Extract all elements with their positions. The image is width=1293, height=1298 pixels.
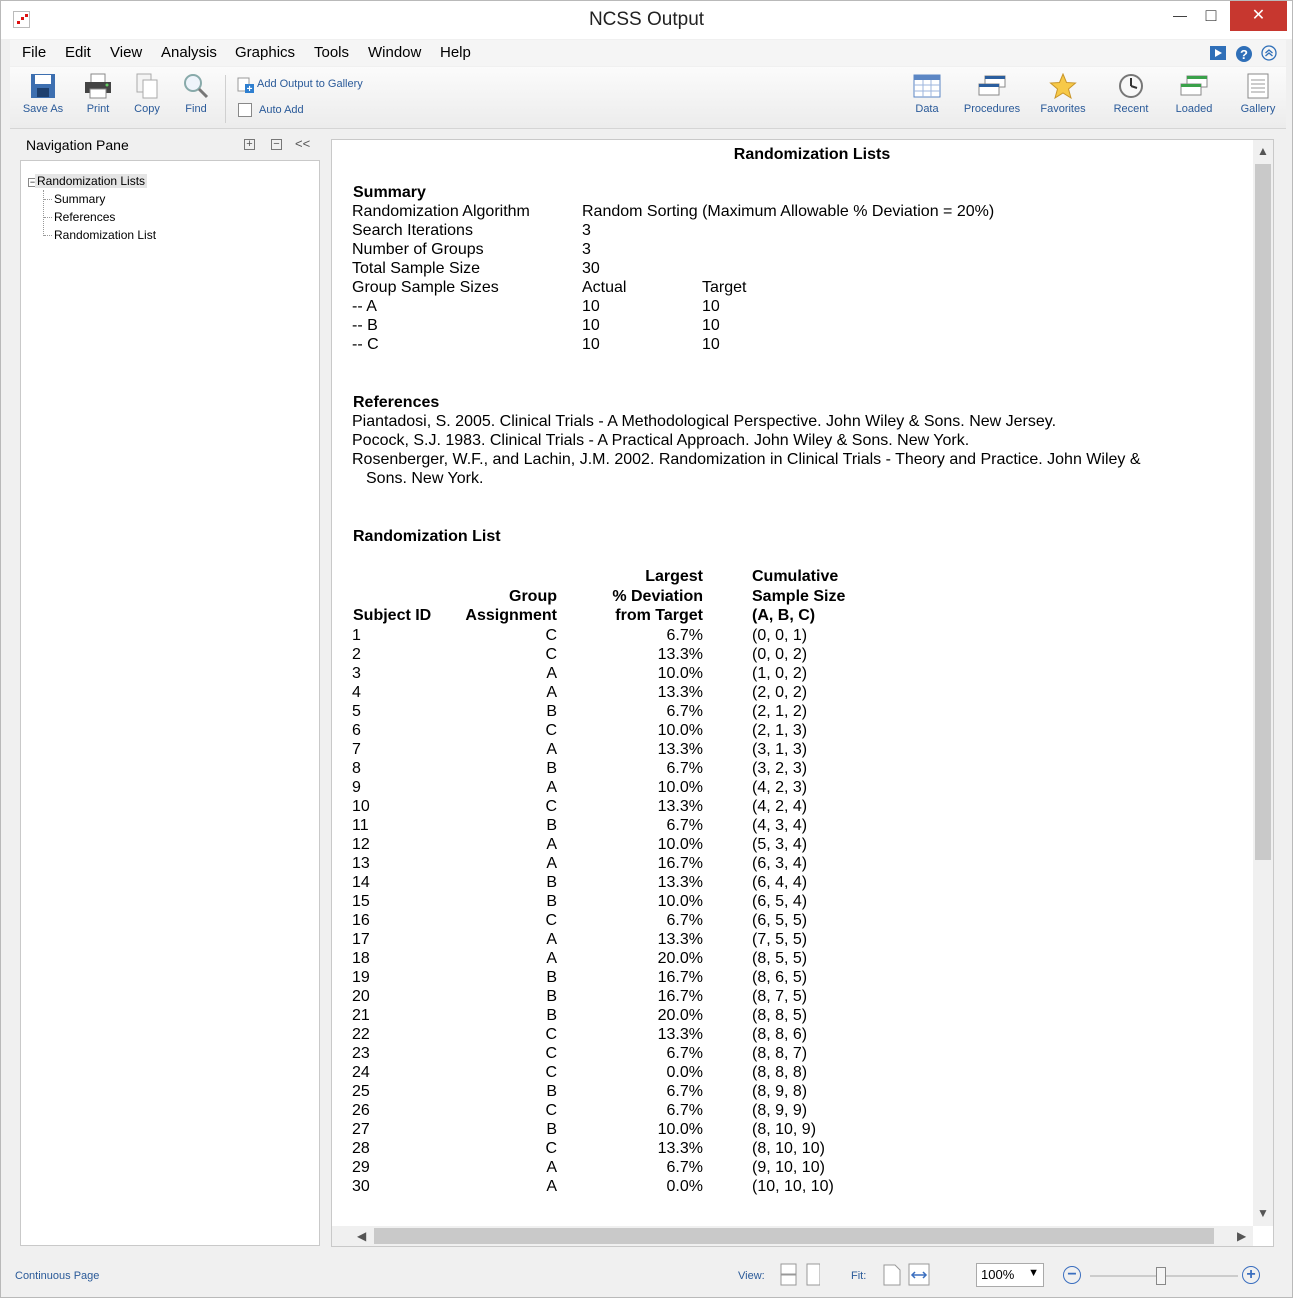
scroll-right-icon[interactable]: ▶ bbox=[1237, 1229, 1247, 1243]
table-header-cum: Sample Size bbox=[752, 587, 846, 605]
cumulative-cell: (8, 10, 9) bbox=[752, 1120, 817, 1138]
subject-id-cell: 3 bbox=[352, 664, 361, 682]
data-label: Data bbox=[915, 103, 939, 115]
cumulative-cell: (4, 2, 4) bbox=[752, 797, 808, 815]
cumulative-cell: (8, 5, 5) bbox=[752, 949, 808, 967]
group-actual: 10 bbox=[582, 298, 600, 315]
group-cell: A bbox=[546, 930, 557, 948]
subject-id-cell: 1 bbox=[352, 626, 361, 644]
subject-id-cell: 11 bbox=[352, 816, 369, 834]
reference-line: Piantadosi, S. 2005. Clinical Trials - A Methodological Perspective. John Wiley & Sons. New Jersey. bbox=[352, 413, 1057, 430]
menu-view[interactable]: View bbox=[110, 44, 143, 61]
subject-id-cell: 28 bbox=[352, 1139, 370, 1157]
favorites-label: Favorites bbox=[1040, 103, 1086, 115]
subject-id-cell: 2 bbox=[352, 645, 361, 663]
group-cell: B bbox=[546, 1120, 557, 1138]
deviation-cell: 6.7% bbox=[666, 626, 703, 644]
deviation-cell: 13.3% bbox=[657, 645, 703, 663]
subject-id-cell: 26 bbox=[352, 1101, 370, 1119]
subject-id-cell: 9 bbox=[352, 778, 361, 796]
fit-page-icons[interactable] bbox=[882, 1263, 932, 1287]
deviation-cell: 13.3% bbox=[657, 797, 703, 815]
group-target: 10 bbox=[702, 317, 720, 334]
group-cell: C bbox=[545, 1101, 557, 1119]
tree-connector bbox=[44, 199, 52, 200]
group-cell: B bbox=[546, 968, 557, 986]
cumulative-cell: (6, 5, 4) bbox=[752, 892, 808, 910]
copy-icon bbox=[135, 73, 159, 99]
subject-id-cell: 24 bbox=[352, 1063, 370, 1081]
summary-label: Randomization Algorithm bbox=[352, 203, 530, 220]
deviation-cell: 10.0% bbox=[657, 778, 703, 796]
subject-id-cell: 18 bbox=[352, 949, 370, 967]
cumulative-cell: (4, 2, 3) bbox=[752, 778, 808, 796]
deviation-cell: 13.3% bbox=[657, 683, 703, 701]
collapse-ribbon-icon[interactable] bbox=[1261, 45, 1277, 61]
menu-bar bbox=[10, 40, 1286, 66]
subject-id-cell: 7 bbox=[352, 740, 361, 758]
summary-value: Random Sorting (Maximum Allowable % Deviation = 20%) bbox=[582, 203, 995, 220]
gallery-icon bbox=[1246, 73, 1270, 99]
vertical-scroll-thumb[interactable] bbox=[1255, 164, 1271, 860]
subject-id-cell: 19 bbox=[352, 968, 370, 986]
cumulative-cell: (8, 8, 6) bbox=[752, 1025, 808, 1043]
group-cell: C bbox=[545, 1025, 557, 1043]
deviation-cell: 20.0% bbox=[657, 949, 703, 967]
table-header-dev: Largest bbox=[645, 568, 703, 585]
subject-id-cell: 30 bbox=[352, 1177, 370, 1195]
recent-button[interactable] bbox=[1106, 73, 1156, 115]
deviation-cell: 13.3% bbox=[657, 1025, 703, 1043]
find-label: Find bbox=[185, 103, 207, 115]
menu-window[interactable]: Window bbox=[368, 44, 422, 61]
group-label: -- B bbox=[352, 317, 378, 334]
subject-id-cell: 17 bbox=[352, 930, 370, 948]
group-cell: A bbox=[546, 683, 557, 701]
view-mode-icons[interactable] bbox=[780, 1263, 820, 1287]
cumulative-cell: (1, 0, 2) bbox=[752, 664, 808, 682]
deviation-cell: 6.7% bbox=[666, 816, 703, 834]
cumulative-cell: (8, 9, 9) bbox=[752, 1101, 808, 1119]
subject-id-cell: 15 bbox=[352, 892, 370, 910]
group-cell: A bbox=[546, 740, 557, 758]
group-cell: A bbox=[546, 664, 557, 682]
vertical-scrollbar[interactable] bbox=[1253, 140, 1273, 1226]
table-header-cum: (A, B, C) bbox=[752, 607, 816, 624]
deviation-cell: 20.0% bbox=[657, 1006, 703, 1024]
title-bar bbox=[1, 1, 1292, 39]
menu-edit[interactable]: Edit bbox=[65, 44, 91, 61]
zoom-select[interactable] bbox=[976, 1263, 1044, 1287]
printer-icon bbox=[84, 73, 112, 99]
deviation-cell: 6.7% bbox=[666, 1044, 703, 1062]
copy-button[interactable] bbox=[127, 73, 167, 115]
summary-label: Total Sample Size bbox=[352, 260, 481, 277]
maximize-icon: □ bbox=[1205, 5, 1217, 25]
subject-id-cell: 29 bbox=[352, 1158, 370, 1176]
tree-item-randomization-lists[interactable]: Randomization Lists bbox=[37, 174, 146, 188]
menu-analysis[interactable]: Analysis bbox=[161, 44, 217, 61]
chevron-down-icon: ▼ bbox=[1028, 1267, 1039, 1279]
subject-id-cell: 5 bbox=[352, 702, 361, 720]
cumulative-cell: (3, 1, 3) bbox=[752, 740, 808, 758]
maximize-button[interactable] bbox=[1196, 1, 1226, 31]
subject-id-cell: 27 bbox=[352, 1120, 370, 1138]
star-icon bbox=[1049, 73, 1077, 99]
zoom-in-button[interactable]: + bbox=[1242, 1266, 1260, 1284]
group-cell: B bbox=[546, 1082, 557, 1100]
cumulative-cell: (10, 10, 10) bbox=[752, 1177, 834, 1195]
loaded-windows-icon bbox=[1180, 73, 1208, 99]
view-label: View: bbox=[738, 1270, 765, 1282]
print-button[interactable] bbox=[78, 73, 118, 115]
deviation-cell: 0.0% bbox=[666, 1063, 703, 1081]
group-cell: C bbox=[545, 1044, 557, 1062]
toolbar-separator bbox=[225, 75, 226, 123]
deviation-cell: 6.7% bbox=[666, 1101, 703, 1119]
navigation-pane bbox=[10, 129, 322, 1249]
summary-heading: Summary bbox=[353, 184, 426, 201]
table-header-dev: % Deviation bbox=[612, 587, 703, 605]
group-cell: C bbox=[545, 645, 557, 663]
scroll-left-icon[interactable]: ◀ bbox=[357, 1229, 367, 1243]
deviation-cell: 6.7% bbox=[666, 911, 703, 929]
loaded-button[interactable] bbox=[1170, 73, 1218, 115]
references-heading: References bbox=[353, 394, 440, 411]
group-sizes-label: Group Sample Sizes bbox=[352, 279, 499, 296]
summary-value: 30 bbox=[582, 260, 600, 277]
tree-connector bbox=[43, 190, 44, 236]
summary-label: Number of Groups bbox=[352, 241, 484, 258]
subject-id-cell: 22 bbox=[352, 1025, 370, 1043]
save-as-button[interactable] bbox=[20, 73, 66, 115]
reference-line: Sons. New York. bbox=[366, 470, 484, 487]
cumulative-cell: (8, 8, 8) bbox=[752, 1063, 808, 1081]
loaded-label: Loaded bbox=[1175, 103, 1213, 115]
gallery-button[interactable] bbox=[1236, 73, 1280, 115]
subject-id-cell: 12 bbox=[352, 835, 370, 853]
reference-line: Rosenberger, W.F., and Lachin, J.M. 2002. Randomization in Clinical Trials - Theory and Practice. John Wiley & bbox=[352, 451, 1141, 468]
report-document bbox=[332, 140, 1253, 1226]
deviation-cell: 10.0% bbox=[657, 721, 703, 739]
group-target: 10 bbox=[702, 298, 720, 315]
tree-connector bbox=[44, 235, 52, 236]
group-cell: A bbox=[546, 835, 557, 853]
cumulative-cell: (6, 3, 4) bbox=[752, 854, 808, 872]
deviation-cell: 10.0% bbox=[657, 835, 703, 853]
subject-id-cell: 21 bbox=[352, 1006, 370, 1024]
group-cell: B bbox=[546, 816, 557, 834]
cumulative-cell: (6, 5, 5) bbox=[752, 911, 808, 929]
cumulative-cell: (8, 6, 5) bbox=[752, 968, 808, 986]
minimize-button[interactable] bbox=[1165, 1, 1195, 31]
deviation-cell: 13.3% bbox=[657, 740, 703, 758]
subject-id-cell: 20 bbox=[352, 987, 370, 1005]
group-cell: C bbox=[545, 1139, 557, 1157]
table-header-cum: Cumulative bbox=[752, 568, 839, 585]
menu-tools[interactable]: Tools bbox=[314, 44, 350, 61]
view-mode-text: Continuous Page bbox=[15, 1270, 100, 1282]
navigation-tree bbox=[20, 160, 320, 1246]
find-button[interactable] bbox=[176, 73, 216, 115]
cumulative-cell: (8, 10, 10) bbox=[752, 1139, 825, 1157]
expand-all-button[interactable]: + bbox=[244, 139, 255, 150]
procedures-label: Procedures bbox=[963, 103, 1021, 115]
group-target: 10 bbox=[702, 336, 720, 353]
auto-add-checkbox[interactable] bbox=[238, 103, 252, 117]
tree-collapse-toggle[interactable]: − bbox=[29, 177, 36, 187]
cumulative-cell: (8, 9, 8) bbox=[752, 1082, 808, 1100]
menu-file[interactable]: File bbox=[22, 44, 47, 61]
group-actual: 10 bbox=[582, 336, 600, 353]
deviation-cell: 16.7% bbox=[657, 987, 703, 1005]
search-icon bbox=[183, 73, 209, 99]
cumulative-cell: (8, 8, 5) bbox=[752, 1006, 808, 1024]
table-header-dev: from Target bbox=[615, 607, 703, 624]
cumulative-cell: (2, 0, 2) bbox=[752, 683, 808, 701]
cumulative-cell: (7, 5, 5) bbox=[752, 930, 808, 948]
save-icon bbox=[30, 73, 56, 99]
cumulative-cell: (0, 0, 1) bbox=[752, 626, 808, 644]
table-header-group: Group bbox=[509, 587, 557, 605]
group-cell: C bbox=[545, 721, 557, 739]
group-cell: A bbox=[546, 854, 557, 872]
close-icon: ✕ bbox=[1251, 7, 1266, 24]
minimize-icon: — bbox=[1173, 7, 1187, 23]
save-as-label: Save As bbox=[22, 103, 64, 115]
subject-id-cell: 23 bbox=[352, 1044, 370, 1062]
auto-add-label: Auto Add bbox=[259, 104, 304, 116]
subject-id-cell: 4 bbox=[352, 683, 361, 701]
window-title: NCSS Output bbox=[588, 9, 705, 30]
tree-connector bbox=[44, 217, 52, 218]
subject-id-cell: 16 bbox=[352, 911, 370, 929]
cumulative-cell: (3, 2, 3) bbox=[752, 759, 808, 777]
group-cell: C bbox=[545, 1063, 557, 1081]
data-grid-icon bbox=[913, 73, 941, 99]
status-bar bbox=[10, 1259, 1286, 1293]
cumulative-cell: (6, 4, 4) bbox=[752, 873, 808, 891]
procedures-icon bbox=[978, 73, 1006, 99]
data-button[interactable] bbox=[906, 73, 948, 115]
reference-line: Pocock, S.J. 1983. Clinical Trials - A Practical Approach. John Wiley & Sons. New York. bbox=[352, 432, 970, 449]
recent-label: Recent bbox=[1113, 103, 1149, 115]
group-cell: A bbox=[546, 1177, 557, 1195]
deviation-cell: 0.0% bbox=[666, 1177, 703, 1195]
group-cell: B bbox=[546, 759, 557, 777]
group-cell: C bbox=[545, 797, 557, 815]
group-actual: 10 bbox=[582, 317, 600, 334]
cumulative-cell: (0, 0, 2) bbox=[752, 645, 808, 663]
group-cell: B bbox=[546, 702, 557, 720]
summary-value: 3 bbox=[582, 222, 591, 239]
cumulative-cell: (8, 7, 5) bbox=[752, 987, 808, 1005]
print-label: Print bbox=[86, 103, 110, 115]
group-cell: B bbox=[546, 1006, 557, 1024]
report-title: Randomization Lists bbox=[733, 146, 891, 163]
svg-text:?: ? bbox=[1240, 47, 1248, 62]
summary-value: 3 bbox=[582, 241, 591, 258]
cumulative-cell: (4, 3, 4) bbox=[752, 816, 808, 834]
zoom-value: 100% bbox=[981, 1267, 1015, 1282]
collapse-all-button[interactable]: − bbox=[271, 139, 282, 150]
subject-id-cell: 13 bbox=[352, 854, 370, 872]
group-cell: C bbox=[545, 911, 557, 929]
add-output-icon bbox=[237, 76, 255, 93]
cumulative-cell: (5, 3, 4) bbox=[752, 835, 808, 853]
hide-pane-button[interactable]: << bbox=[295, 136, 311, 151]
svg-text:+: + bbox=[246, 84, 253, 93]
tree-item-randomization-list[interactable]: Randomization List bbox=[54, 228, 157, 242]
deviation-cell: 13.3% bbox=[657, 1139, 703, 1157]
cumulative-cell: (9, 10, 10) bbox=[752, 1158, 825, 1176]
play-video-icon[interactable] bbox=[1209, 45, 1227, 61]
group-cell: A bbox=[546, 1158, 557, 1176]
subject-id-cell: 6 bbox=[352, 721, 361, 739]
actual-header: Actual bbox=[582, 279, 627, 296]
clock-icon bbox=[1117, 73, 1145, 99]
table-header-subject: Subject ID bbox=[353, 607, 432, 624]
menu-help[interactable]: Help bbox=[440, 44, 471, 61]
group-label: -- A bbox=[352, 298, 377, 315]
scroll-down-icon[interactable]: ▼ bbox=[1257, 1206, 1269, 1220]
help-icon[interactable] bbox=[1235, 45, 1253, 63]
tree-item-references[interactable]: References bbox=[54, 210, 116, 224]
table-header-group: Assignment bbox=[465, 607, 557, 624]
cumulative-cell: (8, 8, 7) bbox=[752, 1044, 808, 1062]
zoom-out-button[interactable]: − bbox=[1063, 1266, 1081, 1284]
favorites-button[interactable] bbox=[1036, 73, 1090, 115]
subject-id-cell: 10 bbox=[352, 797, 370, 815]
horizontal-scroll-thumb[interactable] bbox=[374, 1228, 1214, 1244]
cumulative-cell: (2, 1, 3) bbox=[752, 721, 808, 739]
close-button[interactable] bbox=[1230, 1, 1287, 31]
menu-graphics[interactable]: Graphics bbox=[235, 44, 296, 61]
gallery-label: Gallery bbox=[1240, 103, 1276, 115]
group-cell: C bbox=[545, 626, 557, 644]
deviation-cell: 10.0% bbox=[657, 664, 703, 682]
procedures-button[interactable] bbox=[960, 73, 1024, 115]
scroll-up-icon[interactable]: ▲ bbox=[1257, 144, 1269, 158]
add-output-to-gallery-button[interactable]: Add Output to Gallery bbox=[257, 78, 363, 90]
toolbar bbox=[10, 67, 1286, 129]
deviation-cell: 6.7% bbox=[666, 759, 703, 777]
group-cell: B bbox=[546, 987, 557, 1005]
summary-label: Search Iterations bbox=[352, 222, 473, 239]
target-header: Target bbox=[702, 279, 747, 296]
deviation-cell: 6.7% bbox=[666, 702, 703, 720]
report-viewer bbox=[331, 139, 1274, 1247]
deviation-cell: 16.7% bbox=[657, 854, 703, 872]
deviation-cell: 16.7% bbox=[657, 968, 703, 986]
deviation-cell: 10.0% bbox=[657, 892, 703, 910]
group-cell: B bbox=[546, 892, 557, 910]
deviation-cell: 10.0% bbox=[657, 1120, 703, 1138]
cumulative-cell: (2, 1, 2) bbox=[752, 702, 808, 720]
deviation-cell: 6.7% bbox=[666, 1082, 703, 1100]
randomization-list-heading: Randomization List bbox=[353, 528, 501, 545]
group-cell: A bbox=[546, 949, 557, 967]
deviation-cell: 13.3% bbox=[657, 873, 703, 891]
group-label: -- C bbox=[352, 336, 379, 353]
subject-id-cell: 25 bbox=[352, 1082, 370, 1100]
zoom-slider-thumb[interactable] bbox=[1156, 1267, 1166, 1285]
copy-label: Copy bbox=[134, 103, 160, 115]
subject-id-cell: 14 bbox=[352, 873, 370, 891]
deviation-cell: 6.7% bbox=[666, 1158, 703, 1176]
subject-id-cell: 8 bbox=[352, 759, 361, 777]
fit-label: Fit: bbox=[851, 1270, 867, 1282]
tree-item-summary[interactable]: Summary bbox=[54, 192, 106, 206]
group-cell: A bbox=[546, 778, 557, 796]
deviation-cell: 13.3% bbox=[657, 930, 703, 948]
group-cell: B bbox=[546, 873, 557, 891]
horizontal-scrollbar[interactable] bbox=[332, 1226, 1253, 1246]
navigation-pane-title: Navigation Pane bbox=[26, 137, 129, 153]
